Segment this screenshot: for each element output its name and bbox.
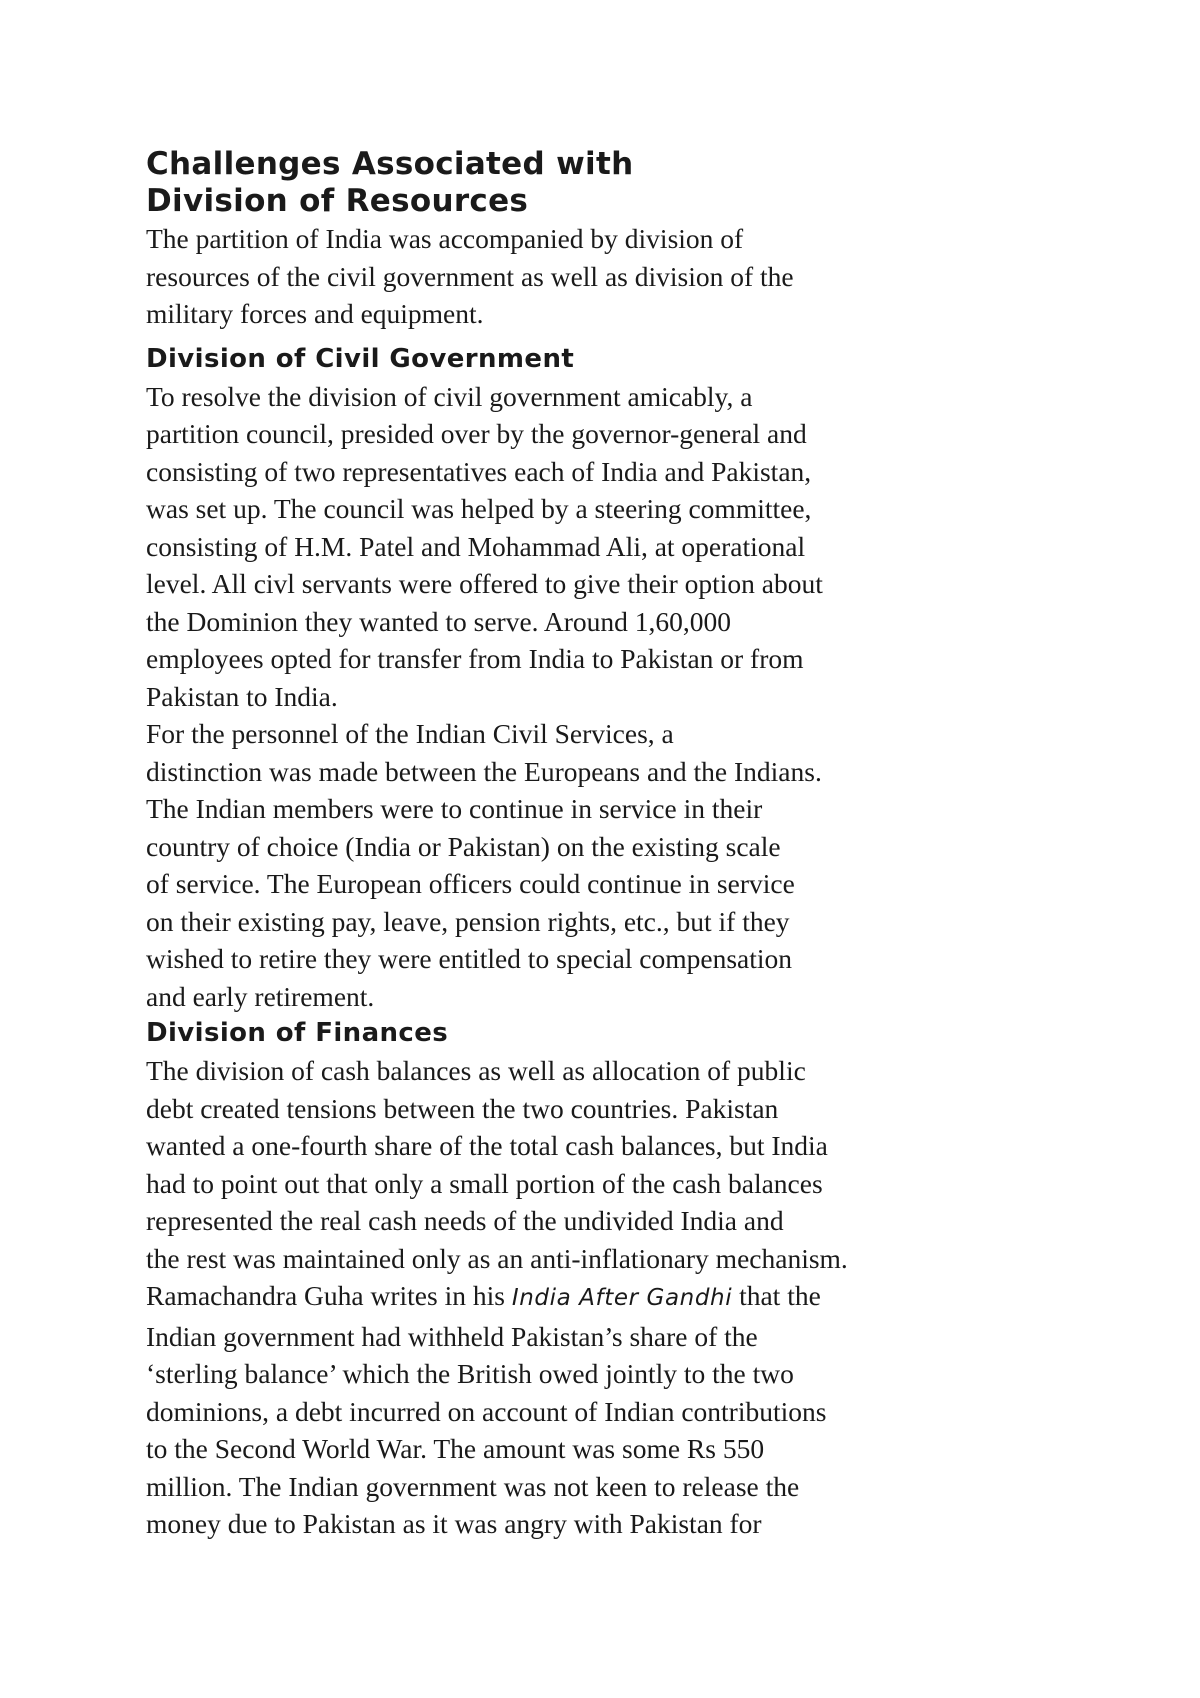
civil-government-paragraph-2 [146,715,1006,1015]
intro-paragraph [146,220,1006,333]
text-line: resources of the civil government as well as division of the [146,260,794,292]
civil-government-paragraph-1 [146,378,1006,716]
text-line: to the Second World War. The amount was some Rs 550 [146,1433,765,1464]
text-line: ‘sterling balance’ which the British owed jointly to the two [146,1358,794,1389]
text-line: Pakistan to India. [146,680,338,712]
document-page [146,146,1006,1543]
text-line: employees opted for transfer from India to Pakistan or from [146,643,804,674]
book-title: India After Gandhi [511,1285,733,1311]
text-line: had to point out that only a small portion of the cash balances [146,1167,823,1199]
text-line: was set up. The council was helped by a steering committee, [146,493,812,524]
text-line: debt created tensions between the two countries. Pakistan [146,1092,779,1124]
text-line: money due to Pakistan as it was angry with Pakistan for [146,1508,762,1539]
text-line: of service. The European officers could continue in service [146,868,795,899]
text-line: the Dominion they wanted to serve. Around 1,60,000 [146,605,732,637]
text-line: and early retirement. [146,980,375,1012]
text-line: on their existing pay, leave, pension rights, etc., but if they [146,905,790,937]
section-heading-finances: Division of Finances [146,1018,449,1048]
text-line: Indian government had withheld Pakistan’s share of the [146,1320,758,1352]
text-line: The partition of India was accompanied by division of [146,223,744,254]
guha-citation-line [146,1277,1006,1318]
text-line: the rest was maintained only as an anti-inflationary mechanism. [146,1242,848,1274]
title-line: Division of Resources [146,183,529,219]
text-line: million. The Indian government was not keen to release the [146,1470,800,1502]
text-line: represented the real cash needs of the undivided India and [146,1205,784,1236]
text-line: distinction was made between the Europeans and the Indians. [146,755,822,787]
text-line: The division of cash balances as well as allocation of public [146,1055,806,1086]
text-line: partition council, presided over by the governor-general and [146,418,807,449]
text-fragment: Ramachandra Guha writes in his [146,1280,512,1311]
text-fragment: that the [732,1280,821,1311]
text-line: wished to retire they were entitled to special compensation [146,943,793,974]
text-line: consisting of H.M. Patel and Mohammad Ali, at operational [146,530,806,562]
text-line: wanted a one-fourth share of the total cash balances, but India [146,1130,828,1161]
text-line: level. All civl servants were offered to give their option about [146,568,823,599]
page-title [146,146,1006,220]
text-line: To resolve the division of civil government amicably, a [146,380,753,412]
text-line: The Indian members were to continue in service in their [146,793,763,824]
text-line: consisting of two representatives each of India and Pakistan, [146,455,812,487]
text-line: dominions, a debt incurred on account of Indian contributions [146,1395,827,1427]
text-line: For the personnel of the Indian Civil Services, a [146,718,674,749]
section-heading-civil-government: Division of Civil Government [146,343,575,374]
title-line: Challenges Associated with [146,146,634,182]
text-line: country of choice (India or Pakistan) on the existing scale [146,830,781,862]
text-line: military forces and equipment. [146,298,484,329]
finances-paragraph [146,1052,1006,1543]
